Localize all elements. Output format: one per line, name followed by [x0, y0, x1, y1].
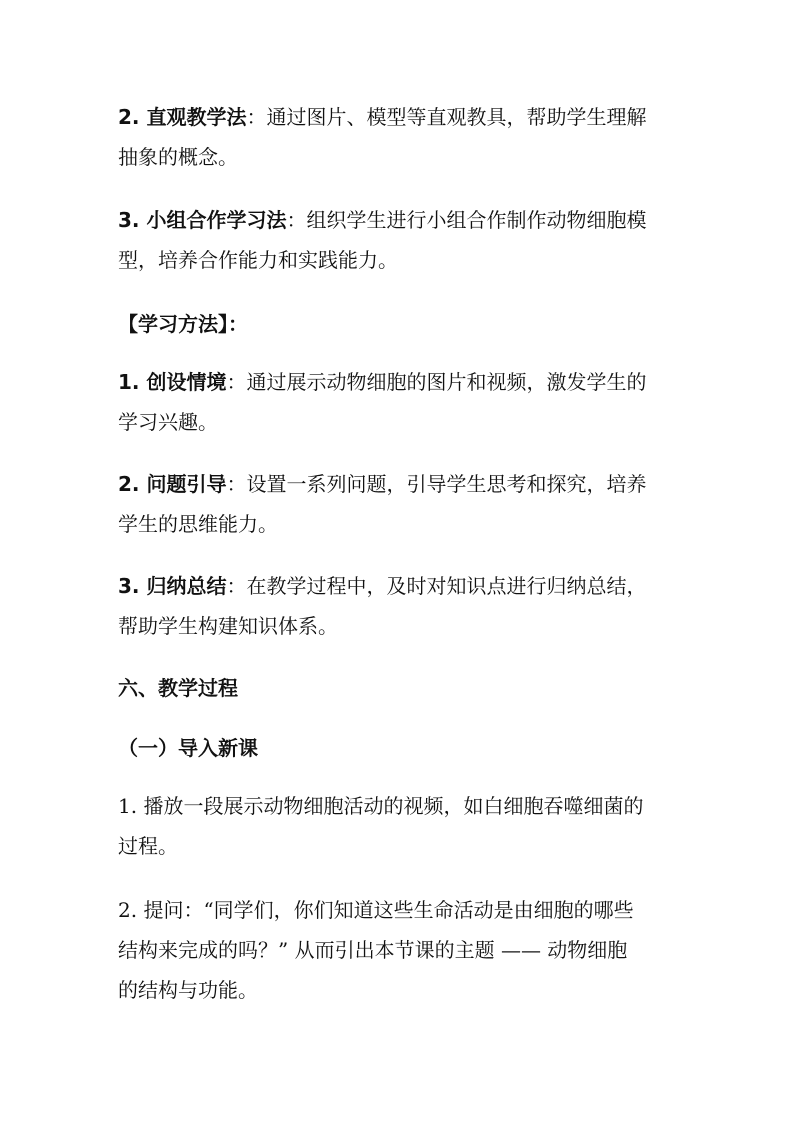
intro-step-2-text: 2. 提问：“同学们，你们知道这些生命活动是由细胞的哪些	[118, 898, 634, 922]
intro-step-2-text-end: 的结构与功能。	[118, 978, 258, 1002]
learning-method-2-text: 设置一系列问题，引导学生思考和探究，培养	[246, 472, 647, 496]
teaching-method-2-sep: ：	[246, 105, 267, 129]
learning-method-1-text: 通过展示动物细胞的图片和视频，激发学生的	[246, 370, 647, 394]
teaching-method-2	[118, 97, 698, 177]
teaching-method-3-lead: 3. 小组合作学习法	[118, 208, 287, 232]
teaching-method-2-text-cont: 抽象的概念。	[118, 145, 238, 169]
intro-step-1-text-cont: 过程。	[118, 834, 178, 858]
learning-method-3-sep: ：	[226, 574, 247, 598]
learning-method-2-text-cont: 学生的思维能力。	[118, 512, 278, 536]
intro-step-1	[118, 786, 698, 866]
teaching-method-2-text: 通过图片、模型等直观教具，帮助学生理解	[266, 105, 647, 129]
teaching-method-3	[118, 200, 698, 280]
intro-step-2-text-cont: 结构来完成的吗？” 从而引出本节课的主题 —— 动物细胞	[118, 938, 628, 962]
learning-method-1-sep: ：	[226, 370, 247, 394]
teaching-method-3-text: 组织学生进行小组合作制作动物细胞模	[306, 208, 647, 232]
intro-step-2	[118, 890, 698, 1010]
teaching-method-3-text-cont: 型，培养合作能力和实践能力。	[118, 248, 398, 272]
teaching-method-2-lead: 2. 直观教学法	[118, 105, 247, 129]
learning-method-2-sep: ：	[226, 472, 247, 496]
learning-method-3-text: 在教学过程中，及时对知识点进行归纳总结，	[246, 574, 647, 598]
learning-method-1	[118, 362, 698, 442]
section-heading: 六、教学过程	[118, 676, 238, 700]
learning-method-3-lead: 3. 归纳总结	[118, 574, 227, 598]
learning-method-1-lead: 1. 创设情境	[118, 370, 227, 394]
learning-method-2	[118, 464, 698, 544]
intro-step-1-text: 1. 播放一段展示动物细胞活动的视频，如白细胞吞噬细菌的	[118, 794, 644, 818]
learning-method-3-text-cont: 帮助学生构建知识体系。	[118, 614, 338, 638]
learning-method-2-lead: 2. 问题引导	[118, 472, 227, 496]
learning-methods-heading: 【学习方法】：	[118, 312, 248, 336]
teaching-method-3-sep: ：	[286, 208, 307, 232]
subsection-heading: （一）导入新课	[118, 736, 258, 760]
learning-method-1-text-cont: 学习兴趣。	[118, 410, 218, 434]
learning-method-3	[118, 566, 698, 646]
